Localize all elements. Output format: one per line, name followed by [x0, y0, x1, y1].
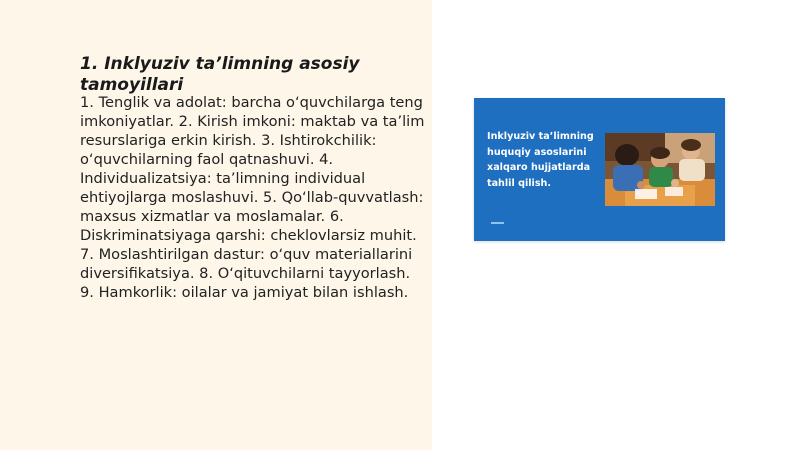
classroom-photo [605, 133, 715, 206]
banner-accent-line [491, 222, 504, 224]
banner-card [474, 98, 725, 241]
banner-text: Inklyuziv ta’limning huquqiy asoslarini xalqaro hujjatlarda tahlil qilish. [487, 131, 594, 189]
slide-body-text: 1. Tenglik va adolat: barcha o‘quvchilarga teng imkoniyatlar. 2. Kirish imkoni: maktab va ta’lim resurslariga erkin kirish. 3. Ishtirokchilik: o‘quvchilarning faol qatnashuvi. 4. Individualizatsiya: ta’limning individual ehtiyojlarga moslashuvi. 5. Qo‘llab-quvvatlash: maxsus xizmatlar va moslamalar. 6. Diskriminatsiyaga qarshi: cheklovlarsiz muhit. 7. Moslashtirilgan dastur: o‘quv materiallarini diversifikatsiya. 8. O‘qituvchilarni tayyorlash. 9. Hamkorlik: oilalar va jamiyat bilan ishlash. [80, 94, 425, 301]
slide-title: 1. Inklyuziv ta’limning asosiy tamoyillari [80, 54, 360, 95]
classroom-photo-icon [605, 133, 715, 206]
